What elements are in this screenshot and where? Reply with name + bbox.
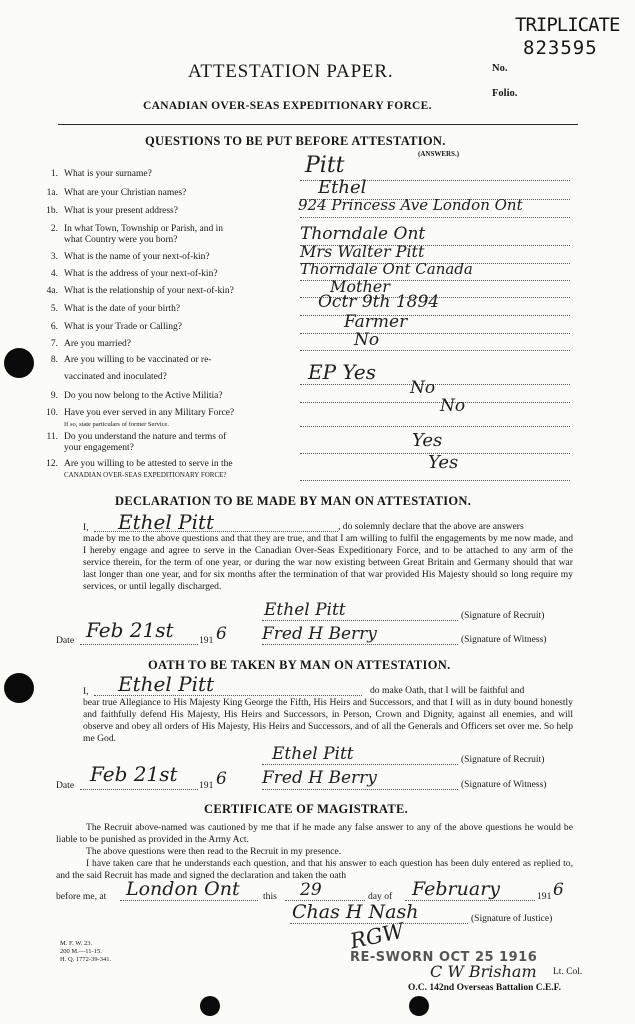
declaration-witness-signature: Fred H Berry <box>262 624 377 644</box>
name-line <box>94 695 362 696</box>
day-of-label: day of <box>368 891 393 902</box>
punch-hole <box>200 996 220 1016</box>
question-7: 7. Are you married? <box>50 339 131 349</box>
officer-unit: O.C. 142nd Overseas Battalion C.E.F. <box>408 983 561 993</box>
divider <box>58 124 578 125</box>
declaration-date: Feb 21st <box>86 618 174 642</box>
name-line <box>94 531 338 532</box>
question-8: 8. Are you willing to be vaccinated or re- vaccinated and inoculated? <box>50 355 212 382</box>
declaration-date-label: Date <box>56 635 75 646</box>
answer-married: No <box>354 330 380 350</box>
answer-line <box>300 480 570 481</box>
answer-address: 924 Princess Ave London Ont <box>298 196 523 214</box>
form-number: M. F. W. 23. <box>60 940 93 947</box>
declaration-name: Ethel Pitt <box>118 510 215 534</box>
question-4: 4. What is the address of your next-of-kin? <box>50 269 218 279</box>
declaration-year-prefix: 191 <box>199 635 214 646</box>
oath-name: Ethel Pitt <box>118 672 215 696</box>
question-12: 12. Are you willing to be attested to serve in the CANADIAN OVER-SEAS EXPEDITIONARY FORCE? <box>46 459 233 479</box>
oath-year-prefix: 191 <box>199 780 214 791</box>
question-1: 1. What is your surname? <box>50 169 152 179</box>
signature-line <box>262 789 458 790</box>
question-4a: 4a. What is the relationship of your next-of-kin? <box>46 286 234 296</box>
oath-recruit-signature: Ethel Pitt <box>272 744 354 764</box>
officer-rank: Lt. Col. <box>553 967 583 977</box>
magistrate-heading: CERTIFICATE OF MAGISTRATE. <box>204 802 409 816</box>
oath-date: Feb 21st <box>90 762 178 786</box>
answer-surname: Pitt <box>305 153 345 178</box>
declaration-year-suffix: 6 <box>216 624 227 644</box>
no-label: No. <box>492 63 508 74</box>
oath-heading: OATH TO BE TAKEN BY MAN ON ATTESTATION. <box>148 658 451 672</box>
triplicate-stamp: TRIPLICATE <box>515 14 620 36</box>
witness-signature-label: (Signature of Witness) <box>461 635 547 645</box>
serial-number: 823595 <box>523 37 598 59</box>
answer-line <box>300 426 570 427</box>
oath-date-label: Date <box>56 780 75 791</box>
question-1a: 1a. What are your Christian names? <box>46 188 187 198</box>
answer-birth-date: Octr 9th 1894 <box>318 292 440 312</box>
answers-label: (ANSWERS.) <box>418 150 460 158</box>
signature-line <box>262 620 458 621</box>
question-2: 2. In what Town, Township or Parish, and in what Country were you born? <box>50 224 224 245</box>
answer-christian-names: Ethel <box>318 177 367 198</box>
magistrate-paragraph-2: The above questions were then read to the Recruit in my presence. <box>86 846 342 857</box>
question-6: 6. What is your Trade or Calling? <box>50 322 182 332</box>
signature-line <box>262 764 458 765</box>
initials: RGW <box>348 918 407 954</box>
question-1b: 1b. What is your present address? <box>46 206 178 216</box>
folio-label: Folio. <box>492 88 518 99</box>
date-line <box>80 644 198 645</box>
document-title: ATTESTATION PAPER. <box>188 61 394 82</box>
answer-line <box>300 350 570 351</box>
answer-militia: No <box>410 378 436 398</box>
magistrate-year-prefix: 191 <box>537 891 552 902</box>
answer-line <box>300 315 570 316</box>
officer-signature: C W Brisham <box>430 962 537 981</box>
punch-hole <box>409 996 429 1016</box>
oath-body: bear true Allegiance to His Majesty King George the Fifth, His Heirs and Successors, and that I will as in duty bound honestly and faithfully defend His Majesty, His Heirs and Successors, in Person, Crown and Dignity, against all enemies, and will observe and obey all orders of His Majesty, His Heirs and Successors, and of all the Generals and Officers set over me. So help me God. <box>83 697 573 745</box>
answer-line <box>300 333 570 334</box>
question-3: 3. What is the name of your next-of-kin? <box>50 252 210 262</box>
answer-next-of-kin-address: Thorndale Ont Canada <box>300 260 473 278</box>
date-line <box>80 789 198 790</box>
before-me-label: before me, at <box>56 891 107 902</box>
signature-line <box>262 644 458 645</box>
question-5: 5. What is the date of your birth? <box>50 304 181 314</box>
answer-trade: Farmer <box>344 312 408 332</box>
this-label: this <box>263 891 277 902</box>
questions-heading: QUESTIONS TO BE PUT BEFORE ATTESTATION. <box>145 134 446 148</box>
answer-willing-attested: Yes <box>428 452 459 473</box>
answer-line <box>300 402 570 403</box>
answer-next-of-kin: Mrs Walter Pitt <box>300 242 425 261</box>
place-line <box>120 900 258 901</box>
print-run: 200 M.—11-15. <box>60 948 102 955</box>
declaration-recruit-signature: Ethel Pitt <box>264 600 346 620</box>
question-10: 10. Have you ever served in any Military Force? If so, state particulars of former Service. <box>46 408 235 428</box>
declaration-body: made by me to the above questions and that they are true, and that I am willing to fulfil the engagements by me now made, and I hereby engage and agree to serve in the Canadian Over-Seas Expeditionary Force, and to be attached to any arm of the service therein, for the term of one year, or during the war now existing between Great Britain and Germany should that war last longer than one year, and for six months after the termination of that war provided His Majesty should so long require my services, or until legally discharged. <box>83 533 573 593</box>
oath-prefix: I, <box>83 686 89 697</box>
resworn-stamp: RE-SWORN OCT 25 1916 <box>350 950 538 965</box>
justice-signature: Chas H Nash <box>292 901 419 923</box>
declaration-prefix: I, <box>83 522 89 533</box>
magistrate-place: London Ont <box>126 878 240 900</box>
punch-hole <box>4 348 34 378</box>
oath-line1: do make Oath, that I will be faithful and <box>370 685 525 696</box>
magistrate-day: 29 <box>300 880 322 900</box>
question-9: 9. Do you now belong to the Active Militia? <box>50 391 223 401</box>
answer-vaccinated: EP Yes <box>308 360 376 384</box>
question-11: 11. Do you understand the nature and terms of your engagement? <box>46 432 227 453</box>
document-subtitle: CANADIAN OVER-SEAS EXPEDITIONARY FORCE. <box>143 100 432 112</box>
answer-understand-terms: Yes <box>412 430 443 451</box>
oath-witness-signature-label: (Signature of Witness) <box>461 780 547 790</box>
oath-recruit-signature-label: (Signature of Recruit) <box>461 755 545 765</box>
oath-witness-signature: Fred H Berry <box>262 768 377 788</box>
answer-relationship: Mother <box>330 277 390 296</box>
magistrate-month: February <box>412 878 501 900</box>
magistrate-paragraph-1: The Recruit above-named was cautioned by me that if he made any false answer to any of the above questions he would be liable to be punished as provided in the Army Act. <box>56 822 573 846</box>
declaration-line1: , do solemnly declare that the above are answers <box>338 521 524 532</box>
month-line <box>405 900 535 901</box>
hq-number: H. Q. 1772-39-341. <box>60 956 112 963</box>
declaration-heading: DECLARATION TO BE MADE BY MAN ON ATTESTATION. <box>115 494 472 508</box>
magistrate-paragraph-3: I have taken care that he understands each question, and that his answer to each question has been duly entered as replied to, and the said Recruit has made and signed the declaration and taken the oath <box>56 858 573 882</box>
answer-military-service: No <box>440 396 466 416</box>
recruit-signature-label: (Signature of Recruit) <box>461 611 545 621</box>
answer-line <box>300 217 570 218</box>
answer-birthplace: Thorndale Ont <box>300 224 426 244</box>
magistrate-year-suffix: 6 <box>553 880 564 900</box>
justice-signature-label: (Signature of Justice) <box>471 914 553 924</box>
punch-hole <box>4 673 34 703</box>
oath-year-suffix: 6 <box>216 769 227 789</box>
